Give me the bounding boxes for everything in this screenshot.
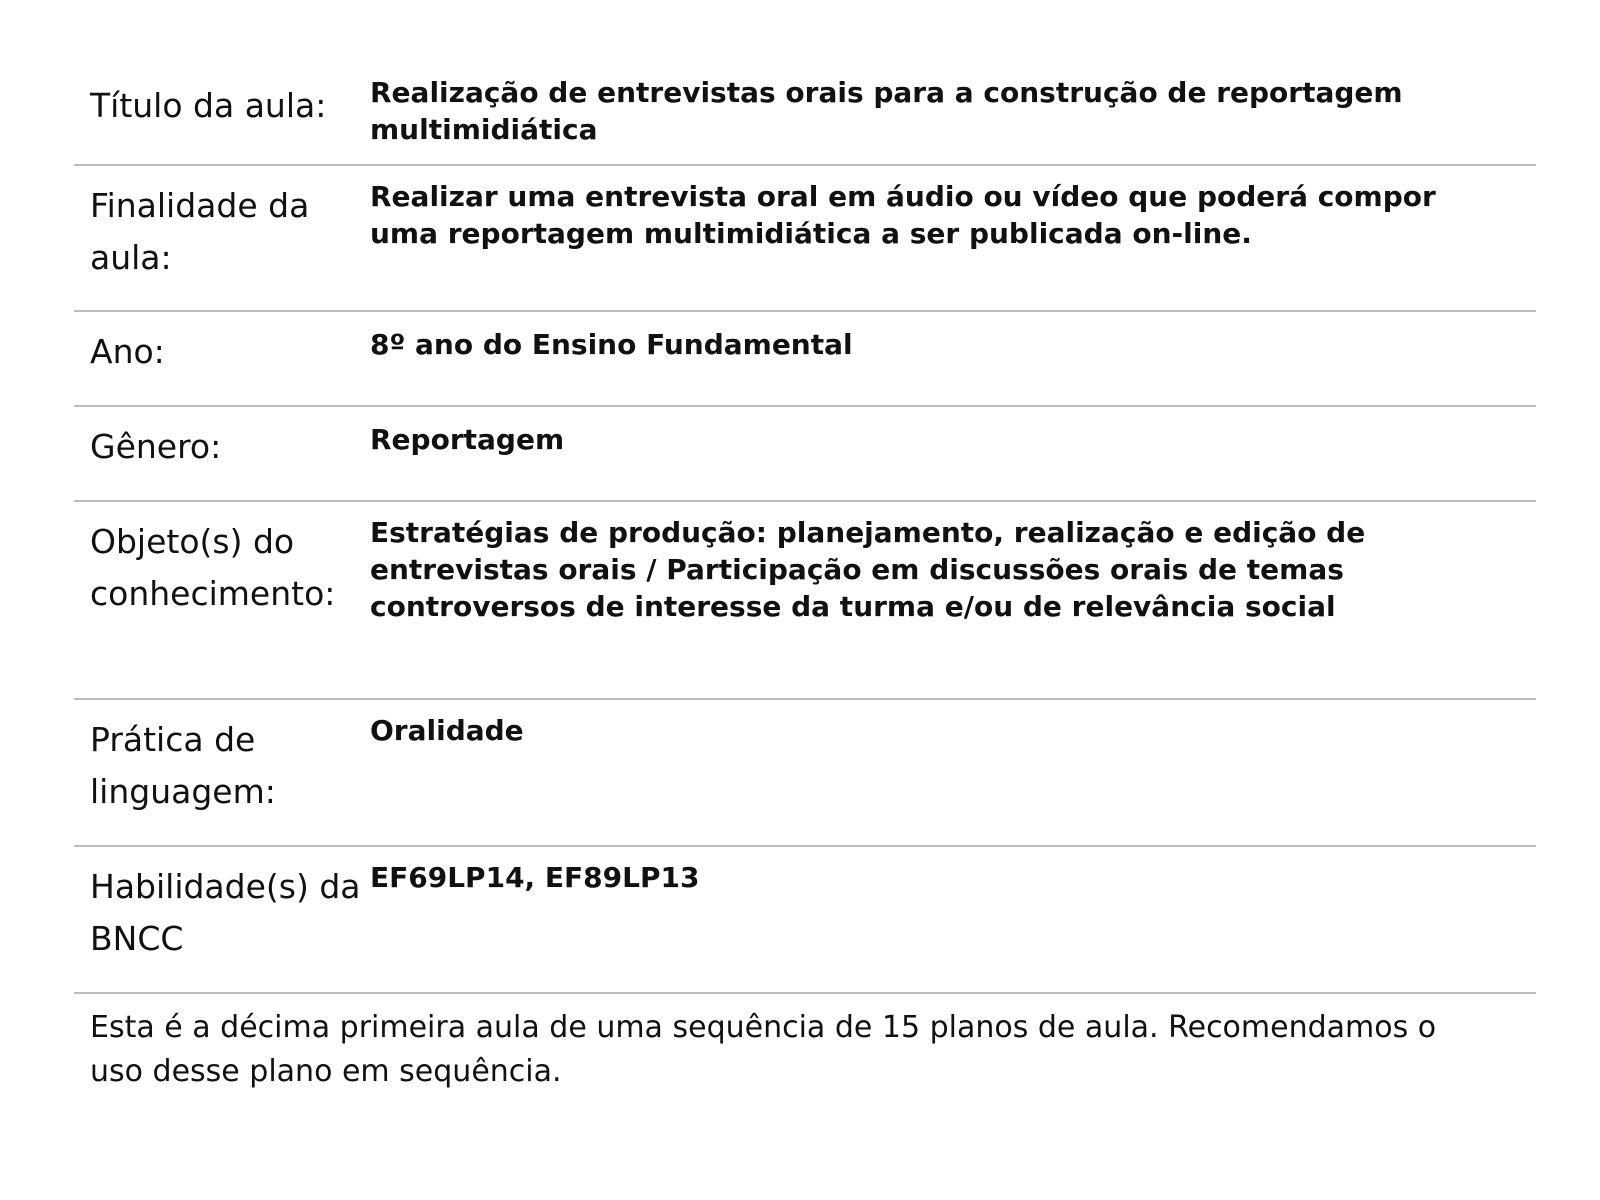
row-objetos [74, 502, 1536, 700]
row-titulo [74, 68, 1536, 166]
label-finalidade: Finalidade da aula: [90, 186, 310, 277]
lesson-plan-table [74, 68, 1536, 1094]
label-genero: Gênero: [90, 427, 222, 466]
value-pratica: Oralidade [370, 714, 524, 747]
value-ano: 8º ano do Ensino Fundamental [370, 328, 853, 361]
value-objetos: Estratégias de produção: planejamento, realização e edição de entrevistas orais / Participação em discussões orais de temas controversos de interesse da turma e/ou de relevância social [370, 516, 1366, 623]
label-titulo: Título da aula: [90, 86, 327, 125]
sequence-note: Esta é a décima primeira aula de uma sequência de 15 planos de aula. Recomendamos o uso desse plano em sequência. [90, 1010, 1437, 1089]
label-objetos: Objeto(s) do conhecimento: [90, 522, 336, 613]
row-finalidade [74, 166, 1536, 312]
label-ano: Ano: [90, 332, 165, 371]
value-titulo: Realização de entrevistas orais para a construção de reportagem multimidiática [370, 76, 1403, 146]
label-pratica: Prática de linguagem: [90, 720, 276, 811]
value-habilidades: EF69LP14, EF89LP13 [370, 861, 700, 894]
row-ano [74, 312, 1536, 407]
row-pratica [74, 700, 1536, 847]
value-genero: Reportagem [370, 423, 565, 456]
row-habilidades [74, 847, 1536, 994]
value-finalidade: Realizar uma entrevista oral em áudio ou vídeo que poderá compor uma reportagem multimidiática a ser publicada on-line. [370, 180, 1436, 250]
row-genero [74, 407, 1536, 502]
label-habilidades: Habilidade(s) da BNCC [90, 867, 361, 958]
